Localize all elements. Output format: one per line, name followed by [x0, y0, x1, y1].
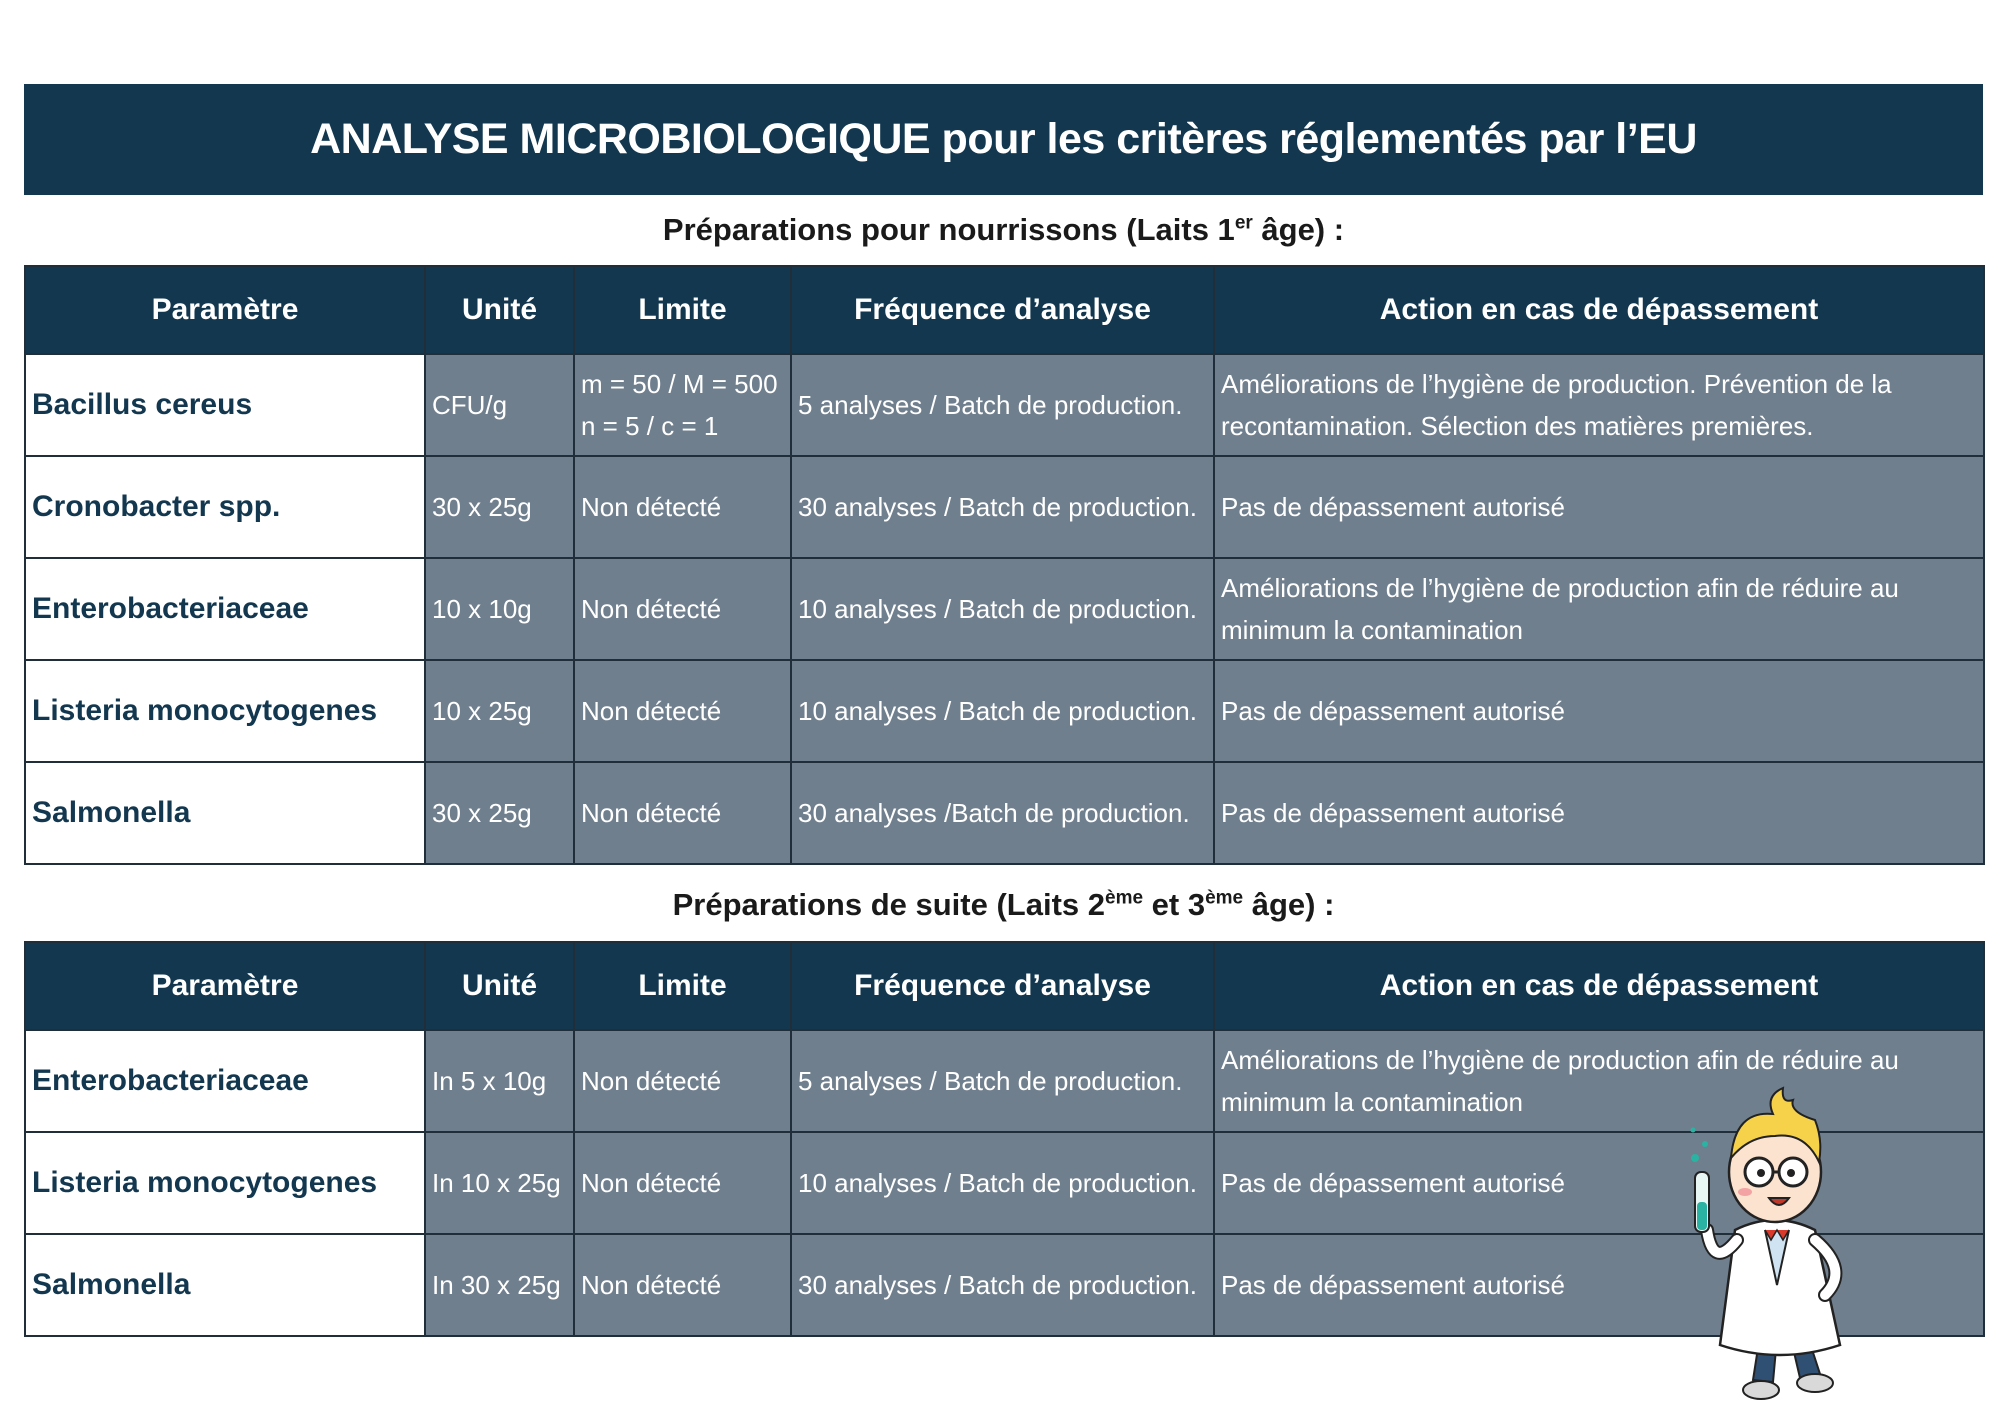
- limit-cell: [574, 456, 791, 558]
- frequency-cell: 5 analyses / Batch de production.: [791, 1030, 1214, 1132]
- limit-line: Non détecté: [581, 594, 722, 624]
- frequency-cell: 10 analyses / Batch de production.: [791, 660, 1214, 762]
- param-cell: Listeria monocytogenes: [25, 660, 425, 762]
- header-action: Action en cas de dépassement: [1214, 266, 1984, 354]
- header-unite: Unité: [425, 942, 574, 1030]
- limit-line: m = 50 / M = 500: [581, 369, 778, 399]
- action-cell: Pas de dépassement autorisé: [1214, 762, 1984, 864]
- infant-formula-table: [24, 265, 1985, 865]
- header-action: Action en cas de dépassement: [1214, 942, 1984, 1030]
- action-cell: Améliorations de l’hygiène de production. Prévention de la recontamination. Sélection des matières premières.: [1214, 354, 1984, 456]
- page-title: ANALYSE MICROBIOLOGIQUE pour les critères réglementés par l’EU: [24, 84, 1983, 195]
- table-row: [25, 354, 1984, 456]
- limit-cell: Non détecté: [574, 1132, 791, 1234]
- unit-cell: 30 x 25g: [425, 762, 574, 864]
- param-cell: Salmonella: [25, 762, 425, 864]
- frequency-cell: 30 analyses / Batch de production.: [791, 456, 1214, 558]
- section2-heading-sup1: ème: [1105, 887, 1144, 909]
- param-cell: Bacillus cereus: [25, 354, 425, 456]
- section1-heading-sup: er: [1234, 212, 1253, 234]
- section2-heading-sup2: ème: [1205, 887, 1244, 909]
- unit-cell: In 30 x 25g: [425, 1234, 574, 1336]
- section1-heading-pre: Préparations pour nourrissons (Laits 1: [662, 212, 1235, 247]
- scientist-mascot-illustration: [1665, 1080, 1895, 1410]
- action-cell: Pas de dépassement autorisé: [1214, 1234, 1984, 1336]
- limit-cell: Non détecté: [574, 1030, 791, 1132]
- header-frequence: Fréquence d’analyse: [791, 266, 1214, 354]
- section2-heading-post: âge) :: [1243, 887, 1335, 922]
- limit-cell: [574, 354, 791, 456]
- header-parametre: Paramètre: [25, 942, 425, 1030]
- unit-cell: In 10 x 25g: [425, 1132, 574, 1234]
- table-row: [25, 762, 1984, 864]
- section2-heading-pre: Préparations de suite (Laits 2: [672, 887, 1106, 922]
- param-cell: Enterobacteriaceae: [25, 558, 425, 660]
- header-limite: Limite: [574, 942, 791, 1030]
- limit-line: Non détecté: [581, 492, 722, 522]
- limit-cell: [574, 558, 791, 660]
- unit-cell: 10 x 25g: [425, 660, 574, 762]
- unit-cell: 30 x 25g: [425, 456, 574, 558]
- section1-heading: [24, 212, 1983, 248]
- frequency-cell: 5 analyses / Batch de production.: [791, 354, 1214, 456]
- frequency-cell: 30 analyses / Batch de production.: [791, 1234, 1214, 1336]
- frequency-cell: 10 analyses / Batch de production.: [791, 558, 1214, 660]
- limit-line: Non détecté: [581, 696, 722, 726]
- action-cell: Améliorations de l’hygiène de production afin de réduire au minimum la contamination: [1214, 558, 1984, 660]
- frequency-cell: 30 analyses /Batch de production.: [791, 762, 1214, 864]
- header-parametre: Paramètre: [25, 266, 425, 354]
- table-row: [25, 558, 1984, 660]
- limit-cell: [574, 660, 791, 762]
- limit-line: Non détecté: [581, 798, 722, 828]
- limit-line: n = 5 / c = 1: [581, 411, 719, 441]
- table-row: [25, 660, 1984, 762]
- action-cell: Améliorations de l’hygiène de production afin de réduire au minimum la contamination: [1214, 1030, 1984, 1132]
- limit-cell: Non détecté: [574, 1234, 791, 1336]
- table-header-row: [25, 266, 1984, 354]
- unit-cell: CFU/g: [425, 354, 574, 456]
- section2-heading-mid: et 3: [1143, 887, 1206, 922]
- section2-heading: [24, 887, 1983, 923]
- param-cell: Listeria monocytogenes: [25, 1132, 425, 1234]
- param-cell: Enterobacteriaceae: [25, 1030, 425, 1132]
- action-cell: Pas de dépassement autorisé: [1214, 1132, 1984, 1234]
- param-cell: Cronobacter spp.: [25, 456, 425, 558]
- header-frequence: Fréquence d’analyse: [791, 942, 1214, 1030]
- table-header-row: [25, 942, 1984, 1030]
- action-cell: Pas de dépassement autorisé: [1214, 660, 1984, 762]
- frequency-cell: 10 analyses / Batch de production.: [791, 1132, 1214, 1234]
- section1-heading-post: âge) :: [1252, 212, 1345, 247]
- action-cell: Pas de dépassement autorisé: [1214, 456, 1984, 558]
- unit-cell: In 5 x 10g: [425, 1030, 574, 1132]
- header-limite: Limite: [574, 266, 791, 354]
- header-unite: Unité: [425, 266, 574, 354]
- unit-cell: 10 x 10g: [425, 558, 574, 660]
- limit-cell: [574, 762, 791, 864]
- table-row: [25, 456, 1984, 558]
- param-cell: Salmonella: [25, 1234, 425, 1336]
